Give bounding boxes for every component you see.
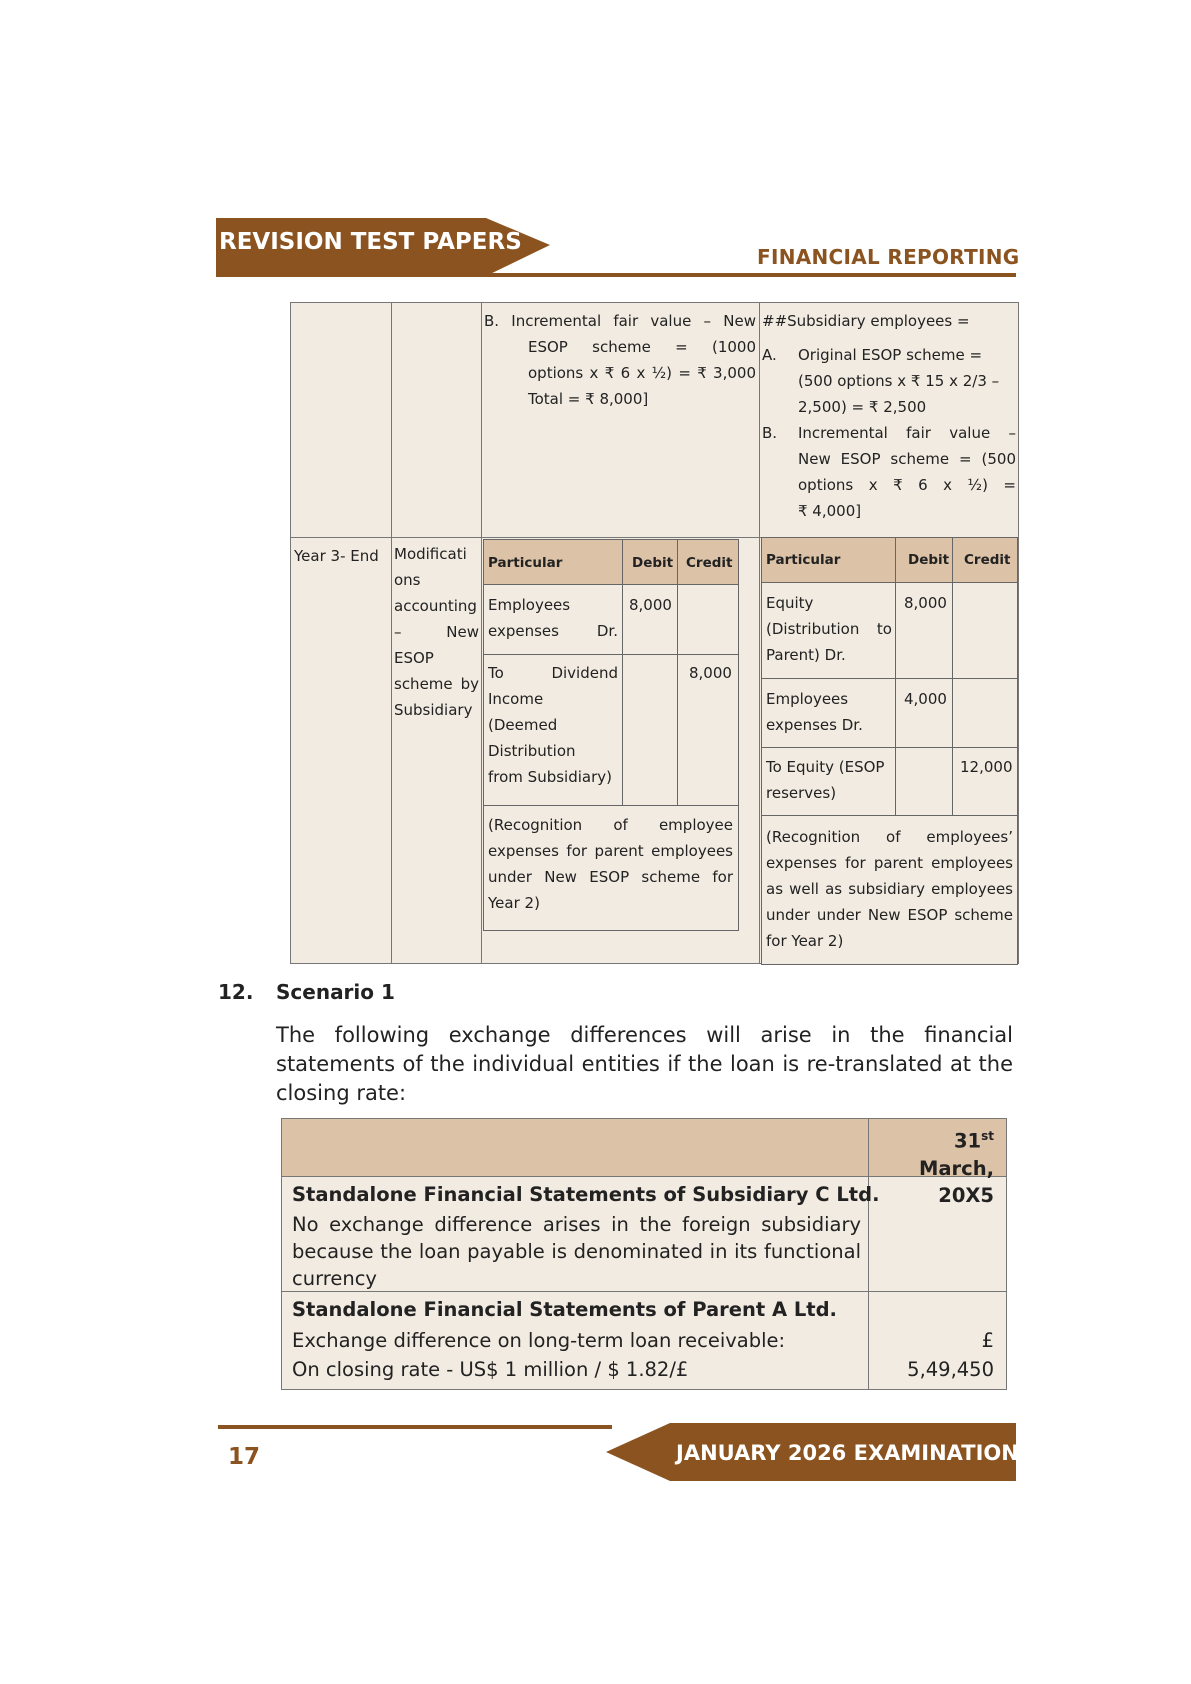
note-line: New ESOP scheme = (500 [798, 450, 1016, 468]
column-divider [677, 540, 678, 805]
journal-entry-debit-line [766, 686, 892, 738]
entry-text: reserves) [766, 784, 837, 802]
column-divider [391, 303, 392, 963]
header-year: 20X5 [938, 1183, 994, 1207]
header-particular: Particular [488, 555, 563, 571]
footer-rule [218, 1425, 612, 1429]
narration-line: (Recognition of employee [488, 816, 733, 834]
date-column-header [874, 1123, 994, 1209]
narration-line: expenses for parent employees [488, 842, 733, 860]
note-line: ₹ 4,000] [798, 502, 862, 520]
entry-text: Equity [766, 594, 814, 612]
entry-text: Parent) Dr. [766, 646, 846, 664]
description-line: Modificati [394, 545, 467, 563]
subsidiary-journal-entries [761, 537, 1018, 965]
entry-text: from Subsidiary) [488, 768, 612, 786]
note-line: 2,500) = ₹ 2,500 [798, 398, 927, 416]
entry-text: To Dividend [488, 664, 618, 682]
description-line: accounting [394, 597, 477, 615]
entry-text: Employees [488, 596, 571, 614]
closing-rate-amount: 5,49,450 [907, 1358, 994, 1381]
description-cell [394, 541, 479, 723]
header-particular: Particular [766, 552, 841, 568]
page-number: 17 [228, 1444, 261, 1470]
header-ordinal: st [981, 1129, 994, 1143]
entry-text: expenses Dr. [766, 716, 863, 734]
note-label: A. [762, 346, 777, 364]
narration-line: as well as subsidiary employees [766, 880, 1013, 898]
document-title: REVISION TEST PAPERS [219, 229, 522, 255]
parent-journal-entries [483, 539, 739, 931]
note-line: (500 options x ₹ 15 x 2/3 – [798, 372, 1000, 390]
credit-amount: 8,000 [689, 664, 732, 682]
debit-amount: 4,000 [904, 690, 947, 708]
credit-amount: 12,000 [960, 758, 1013, 776]
column-divider [759, 303, 760, 963]
row-divider [762, 747, 1017, 748]
header-credit: Credit [686, 555, 733, 571]
description-line: ESOP [394, 649, 434, 667]
currency-symbol: £ [981, 1329, 994, 1352]
row-divider [762, 678, 1017, 679]
row-divider [484, 805, 738, 806]
entry-text: To Equity (ESOP [766, 758, 885, 776]
note-line: ##Subsidiary employees = [762, 312, 970, 330]
note-line: options x ₹ 6 x ½) = ₹ 3,000 [528, 364, 756, 382]
column-divider [622, 540, 623, 805]
text-line: No exchange difference arises in the foreign subsidiary [292, 1213, 861, 1236]
subsidiary-section-heading: Standalone Financial Statements of Subsidiary C Ltd. [292, 1183, 880, 1206]
entry-text: (Distribution to [766, 620, 892, 638]
debit-amount: 8,000 [904, 594, 947, 612]
column-divider [868, 1119, 869, 1389]
note-line: options x ₹ 6 x ½) = [798, 476, 1016, 494]
note-line: Total = ₹ 8,000] [528, 390, 649, 408]
entry-text: Distribution [488, 742, 576, 760]
exam-session: JANUARY 2026 EXAMINATION [676, 1441, 1019, 1465]
entry-text: (Deemed [488, 716, 558, 734]
subsidiary-employees-note [762, 308, 1016, 524]
journal-entry-credit-line [488, 660, 618, 790]
journal-narration [488, 812, 733, 916]
entry-text: Employees [766, 690, 849, 708]
parent-employees-note [484, 308, 756, 412]
narration-line: expenses for parent employees [766, 854, 1013, 872]
column-divider [895, 538, 896, 815]
narration-line: (Recognition of employees’ [766, 828, 1013, 846]
header-debit: Debit [908, 552, 950, 568]
note-line: Incremental fair value – [798, 424, 1016, 442]
journal-narration [766, 824, 1013, 954]
text-line: currency [292, 1267, 377, 1290]
header-debit: Debit [632, 555, 674, 571]
row-divider [762, 815, 1017, 816]
question-number: 12. [218, 980, 254, 1004]
note-line: ESOP scheme = (1000 [528, 338, 756, 356]
note-line: B. Incremental fair value – New [484, 312, 756, 330]
period-cell: Year 3- End [294, 547, 379, 565]
column-divider [481, 303, 482, 963]
narration-line: for Year 2) [766, 932, 844, 950]
column-divider [952, 538, 953, 815]
description-line: ons [394, 571, 421, 589]
narration-line: Year 2) [488, 894, 540, 912]
subsidiary-section-text [292, 1211, 861, 1292]
subject-title: FINANCIAL REPORTING [757, 245, 1020, 269]
text-line: because the loan payable is denominated in its functional [292, 1240, 861, 1263]
header-month: March, [918, 1156, 994, 1180]
scenario-paragraph: The following exchange differences will arise in the financial statements of the individual entities if the loan is re-translated at the closing rate: [276, 1023, 1013, 1105]
entry-text: Income [488, 690, 544, 708]
note-line: Original ESOP scheme = [798, 346, 983, 364]
esop-journal-table [290, 302, 1019, 964]
row-divider [484, 654, 738, 655]
header-day: 31 [953, 1129, 982, 1153]
entry-text: expenses Dr. [488, 622, 618, 640]
journal-entry-debit-line [488, 592, 618, 644]
header-credit: Credit [964, 552, 1011, 568]
description-line: scheme by [394, 675, 479, 693]
narration-line: under under New ESOP scheme [766, 906, 1013, 924]
closing-rate-line: On closing rate - US$ 1 million / $ 1.82/£ [292, 1358, 689, 1381]
journal-entry-debit-line [766, 590, 892, 668]
question-title: Scenario 1 [276, 980, 395, 1004]
parent-section-heading: Standalone Financial Statements of Parent A Ltd. [292, 1298, 837, 1321]
description-line: Subsidiary [394, 701, 473, 719]
exchange-difference-table [281, 1118, 1007, 1390]
journal-entry-credit-line [766, 754, 892, 806]
narration-line: under New ESOP scheme for [488, 868, 733, 886]
header-rule [216, 273, 1016, 277]
debit-amount: 8,000 [629, 596, 672, 614]
note-label: B. [762, 424, 778, 442]
description-line: – New [394, 623, 479, 641]
parent-exchange-line: Exchange difference on long-term loan receivable: [292, 1329, 786, 1352]
